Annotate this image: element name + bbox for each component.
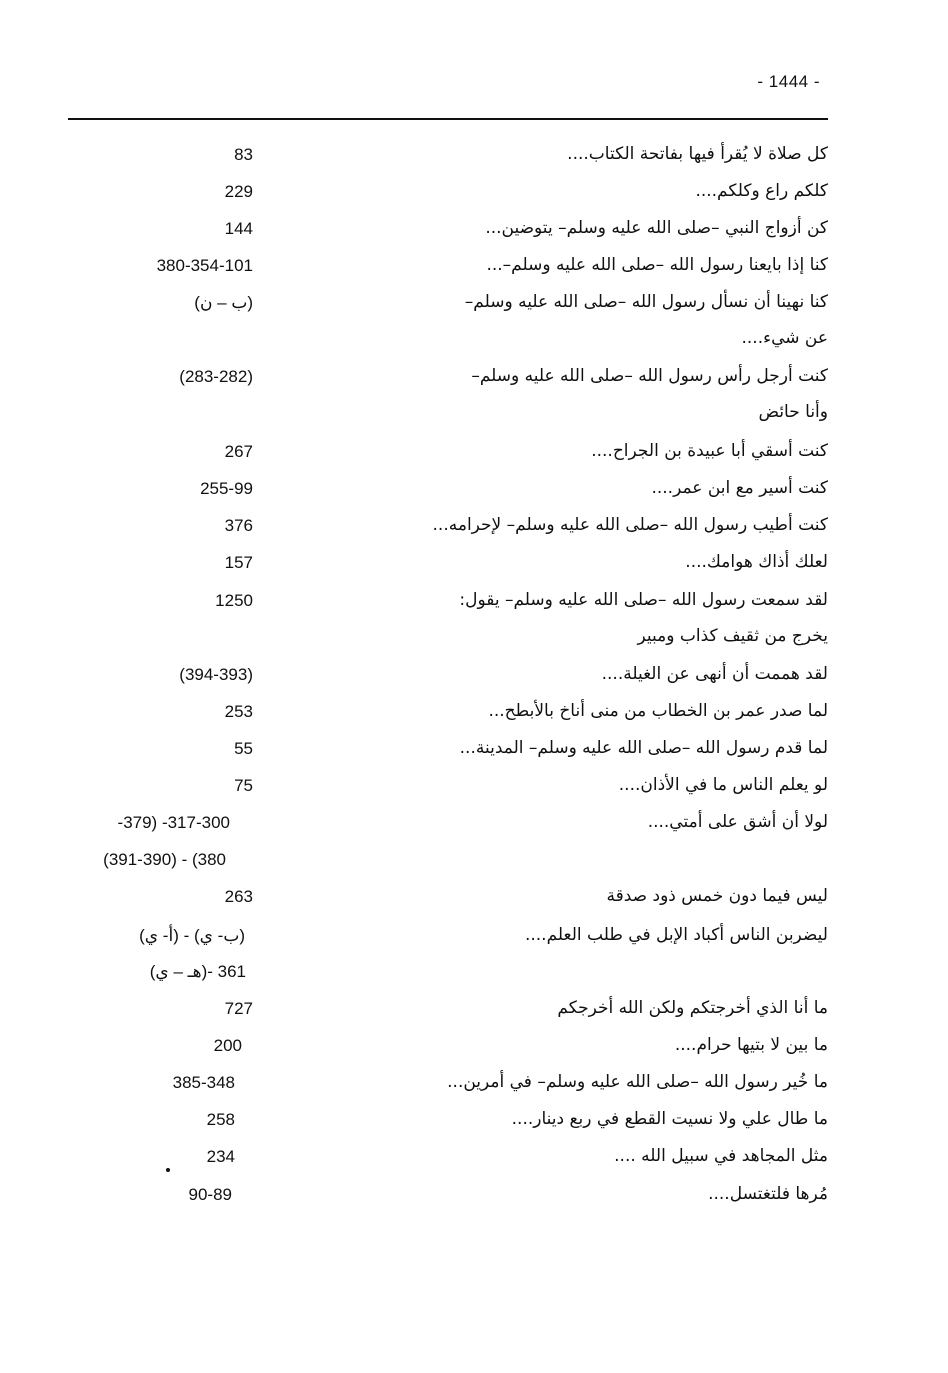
index-entry [0, 136, 948, 173]
index-entry [0, 1176, 948, 1213]
entry-page-ref: 234 [206, 1147, 235, 1166]
entry-text: كنت أرجل رأس رسول الله –صلى الله عليه وسلم– [471, 366, 828, 386]
entry-text: ليضربن الناس أكباد الإبل في طلب العلم.... [524, 925, 828, 945]
entry-text: لو يعلم الناس ما في الأذان.... [618, 775, 828, 795]
entry-page-ref: 253 [224, 702, 253, 721]
page-number: - 1444 - [757, 72, 820, 91]
entry-text: مثل المجاهد في سبيل الله .... [614, 1146, 828, 1166]
index-entry [0, 247, 948, 284]
entry-text: ما خُير رسول الله –صلى الله عليه وسلم– في أمرين... [447, 1072, 828, 1092]
entry-page-ref: 376 [224, 516, 253, 535]
entry-page-ref: 75 [234, 776, 253, 795]
entry-page-ref: -379) -317-300 [117, 813, 230, 832]
entry-text: كلكم راع وكلكم.... [695, 181, 828, 201]
entry-text: كنا إذا بايعنا رسول الله –صلى الله عليه وسلم–... [486, 255, 828, 275]
index-entry [0, 804, 948, 841]
index-entry [0, 1138, 948, 1175]
entry-text: كنا نهينا أن نسأل رسول الله –صلى الله عليه وسلم– [464, 292, 828, 312]
entry-page-ref: (أ- ي) - (ب- ي) [139, 926, 245, 945]
index-entry [0, 656, 948, 693]
stray-dot [166, 1168, 170, 1172]
entry-text: كن أزواج النبي –صلى الله عليه وسلم– يتوضين... [485, 218, 828, 238]
entry-page-ref: 83 [234, 145, 253, 164]
index-entry [0, 433, 948, 470]
index-entry-continuation [0, 618, 948, 655]
entry-page-ref: (283-282) [179, 367, 253, 386]
entry-page-ref: (391-390) - (380 [103, 850, 226, 869]
index-entry [0, 1064, 948, 1101]
index-entry-continuation [0, 320, 948, 357]
index-entry-continuation [0, 394, 948, 431]
entry-page-ref: (394-393) [179, 665, 253, 684]
index-entry [0, 693, 948, 730]
entry-text: ما بين لا بتيها حرام.... [674, 1035, 828, 1055]
index-entry [0, 917, 948, 954]
entry-text: لما صدر عمر بن الخطاب من منى أناخ بالأبطح... [488, 701, 828, 721]
entry-page-ref: 55 [234, 739, 253, 758]
entry-text: لعلك أذاك هوامك.... [685, 552, 828, 572]
entry-page-ref: 263 [224, 887, 253, 906]
index-entry [0, 1101, 948, 1138]
entry-text: كنت أسير مع ابن عمر.... [651, 478, 828, 498]
index-entry-continuation [0, 953, 948, 990]
entry-text: ما أنا الذي أخرجتكم ولكن الله أخرجكم [557, 998, 828, 1018]
entry-page-ref: 267 [224, 442, 253, 461]
index-entry [0, 990, 948, 1027]
entry-text: لما قدم رسول الله –صلى الله عليه وسلم– المدينة... [459, 738, 828, 758]
entry-page-ref: 1250 [215, 591, 253, 610]
entry-page-ref: 727 [224, 999, 253, 1018]
entry-text: كنت أطيب رسول الله –صلى الله عليه وسلم– لإحرامه... [432, 515, 828, 535]
entry-text: مُرها فلتغتسل.... [708, 1184, 828, 1204]
index-entry [0, 582, 948, 619]
entry-page-ref: 380-354-101 [156, 256, 253, 275]
index-entry [0, 730, 948, 767]
entry-page-ref: 255-99 [200, 479, 253, 498]
entry-page-ref: 144 [224, 219, 253, 238]
index-entry-continuation [0, 841, 948, 878]
entry-page-ref: 385-348 [172, 1073, 235, 1092]
index-entry [0, 767, 948, 804]
entry-text: كل صلاة لا يُقرأ فيها بفاتحة الكتاب.... [567, 144, 828, 164]
index-entry [0, 878, 948, 915]
entry-text: كنت أسقي أبا عبيدة بن الجراح.... [591, 441, 828, 461]
entry-text: وأنا حائض [758, 402, 828, 422]
entry-text: ليس فيما دون خمس ذود صدقة [606, 886, 828, 906]
entry-text: لقد هممت أن أنهى عن الغيلة.... [601, 664, 828, 684]
entry-page-ref: 229 [224, 182, 253, 201]
entry-page-ref: 200 [213, 1036, 242, 1055]
index-entry [0, 470, 948, 507]
entry-page-ref: (ب – ن) [194, 293, 253, 312]
entry-page-ref: 90-89 [188, 1185, 232, 1204]
index-entry [0, 358, 948, 395]
index-entry [0, 284, 948, 321]
index-entry [0, 173, 948, 210]
entry-page-ref: 258 [206, 1110, 235, 1129]
index-entry [0, 544, 948, 581]
entry-text: لقد سمعت رسول الله –صلى الله عليه وسلم– يقول: [459, 590, 828, 610]
entry-text: ما طال علي ولا نسيت القطع في ربع دينار.... [511, 1109, 828, 1129]
index-entry [0, 507, 948, 544]
entry-text: يخرج من ثقيف كذاب ومبير [637, 626, 828, 646]
entry-text: لولا أن أشق على أمتي.... [647, 812, 828, 832]
index-entry [0, 1027, 948, 1064]
entry-page-ref: (هـ – ي)- 361 [149, 962, 246, 981]
index-entry [0, 210, 948, 247]
entry-text: عن شيء.... [741, 328, 828, 348]
entry-page-ref: 157 [224, 553, 253, 572]
